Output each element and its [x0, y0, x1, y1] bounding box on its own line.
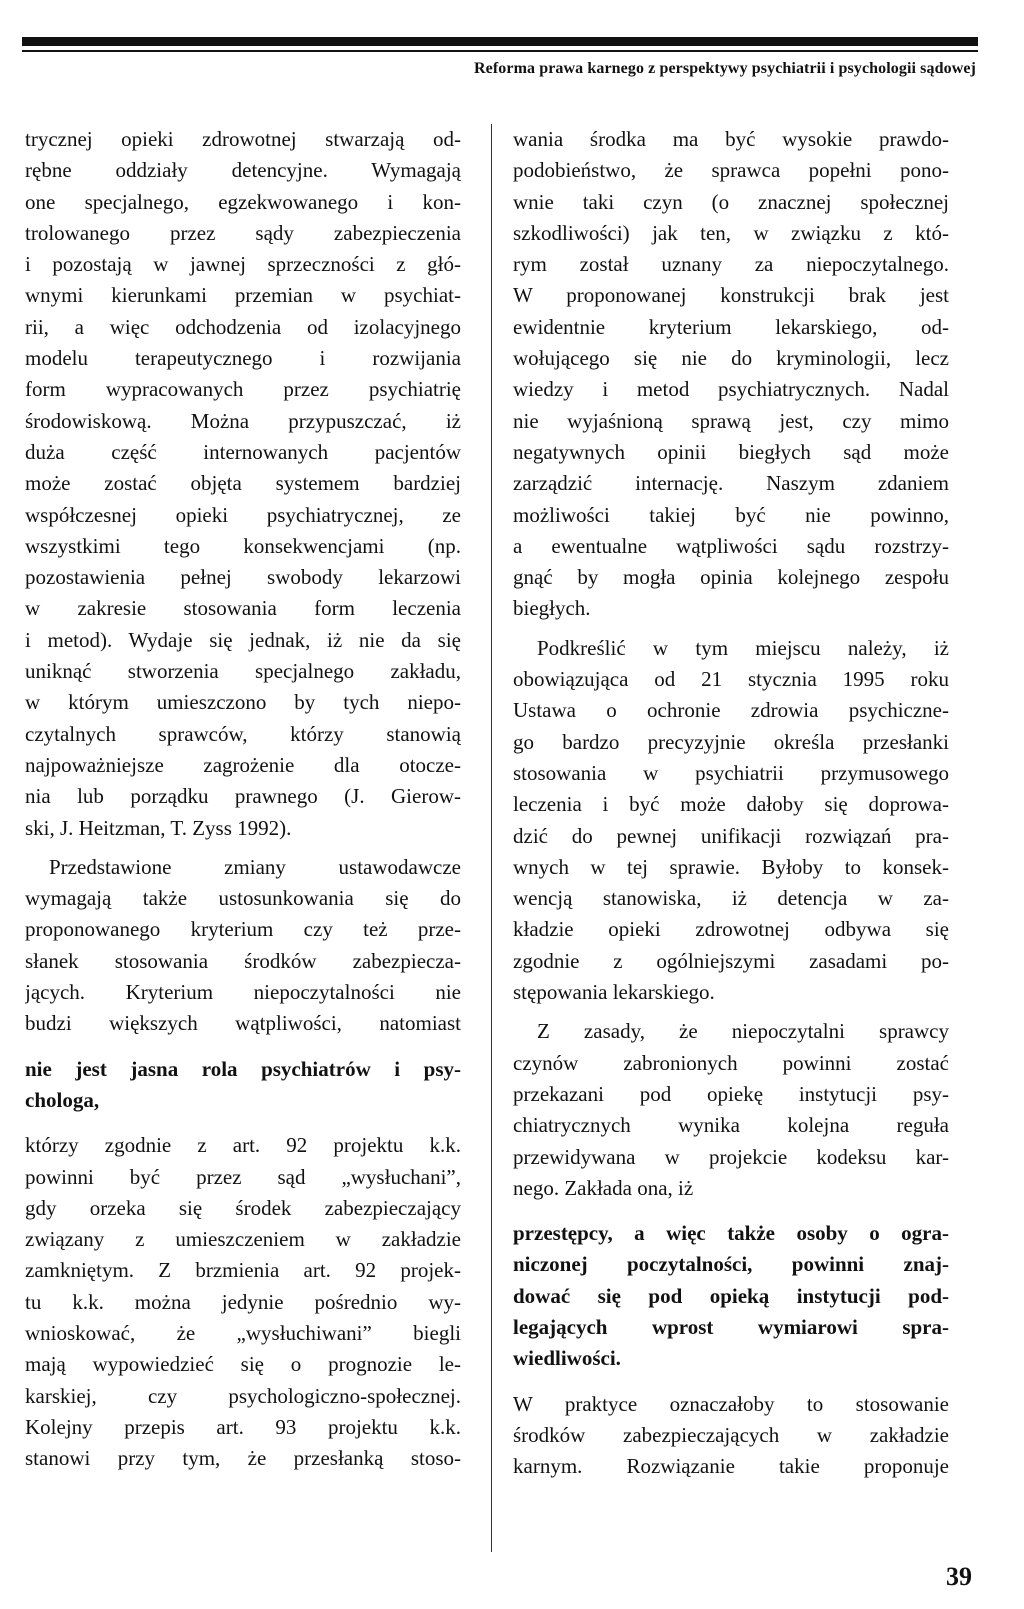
text-line: karnym. Rozwiązanie takie proponuje: [513, 1454, 949, 1479]
left-paragraph-2: [25, 852, 461, 1040]
text-line: rym został uznany za niepoczytalnego.: [513, 252, 949, 277]
text-line: stępowania lekarskiego.: [513, 980, 715, 1005]
column-divider: [491, 124, 492, 1552]
text-line: w zakresie stosowania form leczenia: [25, 596, 461, 621]
text-line: rębne oddziały detencyjne. Wymagają: [25, 158, 461, 183]
text-line: nia lub porządku prawnego (J. Gierow-: [25, 784, 461, 809]
text-line: W praktyce oznaczałoby to stosowanie: [513, 1391, 949, 1416]
text-line: zarządzić internację. Naszym zdaniem: [513, 471, 949, 496]
text-line: negatywnych opinii biegłych sąd może: [513, 439, 949, 464]
text-line: leczenia i być może dałoby się doprowa-: [513, 792, 949, 817]
text-line: obowiązująca od 21 stycznia 1995 roku: [513, 667, 949, 692]
text-line: przewidywana w projekcie kodeksu kar-: [513, 1144, 949, 1169]
text-line: wencją stanowiska, iż detencja w za-: [513, 886, 949, 911]
text-line: zamkniętym. Z brzmienia art. 92 projek-: [25, 1258, 461, 1283]
text-line: wnie taki czyn (o znacznej społecznej: [513, 189, 949, 214]
text-line: Kolejny przepis art. 93 projektu k.k.: [25, 1414, 461, 1439]
text-line: przestępcy, a więc także osoby o ogra-: [513, 1221, 949, 1246]
text-line: chologa,: [25, 1087, 100, 1112]
right-column: [513, 124, 949, 1482]
text-line: duża część internowanych pacjentów: [25, 439, 461, 464]
text-line: proponowanego kryterium czy też prze-: [25, 917, 461, 942]
text-line: Przedstawione zmiany ustawodawcze: [49, 854, 461, 879]
text-line: środowiskową. Można przypuszczać, iż: [25, 408, 461, 433]
text-line: możliwości takiej być nie powinno,: [513, 502, 949, 527]
text-line: rii, a więc odchodzenia od izolacyjnego: [25, 314, 461, 339]
text-line: jących. Kryterium niepoczytalności nie: [25, 980, 461, 1005]
text-line: trolowanego przez sądy zabezpieczenia: [25, 220, 461, 245]
text-line: gnąć by mogła opinia kolejnego zespołu: [513, 565, 949, 590]
text-line: przekazani pod opiekę instytucji psy-: [513, 1081, 949, 1106]
text-line: czynów zabronionych powinni zostać: [513, 1050, 949, 1075]
text-line: w którym umieszczono by tych niepo-: [25, 690, 461, 715]
text-line: wnymi kierunkami przemian w psychiat-: [25, 283, 461, 308]
text-line: środków zabezpieczających w zakładzie: [513, 1422, 949, 1447]
right-paragraph-2: [513, 633, 949, 1009]
text-line: ewidentnie kryterium lekarskiego, od-: [513, 314, 949, 339]
text-line: karskiej, czy psychologiczno-społecznej.: [25, 1383, 461, 1408]
text-line: Ustawa o ochronie zdrowia psychiczne-: [513, 698, 949, 723]
text-line: W proponowanej konstrukcji brak jest: [513, 283, 949, 308]
text-line: i metod). Wydaje się jednak, iż nie da się: [25, 627, 461, 652]
text-line: może zostać objęta systemem bardziej: [25, 471, 461, 496]
text-line: form wypracowanych przez psychiatrię: [25, 377, 461, 402]
text-line: nie wyjaśnioną sprawą jest, czy mimo: [513, 408, 949, 433]
text-line: mają wypowiedzieć się o prognozie le-: [25, 1352, 461, 1377]
header-rule-thick: [22, 37, 978, 46]
text-line: biegłych.: [513, 596, 591, 621]
left-paragraph-3: [25, 1130, 461, 1474]
text-line: i pozostają w jawnej sprzeczności z głó-: [25, 252, 461, 277]
right-paragraph-1: [513, 124, 949, 625]
text-line: budzi większych wątpliwości, natomiast: [25, 1011, 461, 1036]
text-line: szkodliwości) jak ten, w związku z któ-: [513, 220, 949, 245]
text-line: kładzie opieki zdrowotnej odbywa się: [513, 917, 949, 942]
text-line: Z zasady, że niepoczytalni sprawcy: [537, 1019, 949, 1044]
text-line: wymagają także ustosunkowania się do: [25, 886, 461, 911]
text-line: Podkreślić w tym miejscu należy, iż: [537, 635, 949, 660]
text-line: stosowania w psychiatrii przymusowego: [513, 760, 949, 785]
text-line: go bardzo precyzyjnie określa przesłanki: [513, 729, 949, 754]
page-number: 39: [946, 1562, 972, 1591]
text-line: gdy orzeka się środek zabezpieczający: [25, 1195, 461, 1220]
text-line: wiedzy i metod psychiatrycznych. Nadal: [513, 377, 949, 402]
text-line: one specjalnego, egzekwowanego i kon-: [25, 189, 461, 214]
text-line: nego. Zakłada ona, iż: [513, 1175, 694, 1200]
text-line: trycznej opieki zdrowotnej stwarzają od-: [25, 127, 461, 151]
text-line: wszystkimi tego konsekwencjami (np.: [25, 533, 461, 558]
text-line: dować się pod opieką instytucji pod-: [513, 1283, 949, 1308]
text-line: wnioskować, że „wysłuchiwani” biegli: [25, 1320, 461, 1345]
text-line: stanowi przy tym, że przesłanką stoso-: [25, 1446, 461, 1471]
text-line: wania środka ma być wysokie prawdo-: [513, 127, 949, 151]
text-line: podobieństwo, że sprawca popełni pono-: [513, 158, 949, 183]
left-column: [25, 124, 461, 1474]
left-paragraph-1: [25, 124, 461, 844]
text-line: niczonej poczytalności, powinni znaj-: [513, 1252, 949, 1277]
right-paragraph-3: [513, 1016, 949, 1204]
text-line: legających wprost wymiarowi spra-: [513, 1314, 949, 1339]
right-paragraph-4: [513, 1389, 949, 1483]
text-line: wołującego się nie do kryminologii, lecz: [513, 346, 949, 371]
text-line: powinni być przez sąd „wysłuchani”,: [25, 1164, 461, 1189]
text-line: ski, J. Heitzman, T. Zyss 1992).: [25, 815, 292, 840]
header-rule-thin: [22, 50, 978, 52]
right-bold-statement: [513, 1218, 949, 1374]
text-line: uniknąć stworzenia specjalnego zakładu,: [25, 659, 461, 684]
text-line: tu k.k. można jedynie pośrednio wy-: [25, 1289, 461, 1314]
text-line: chiatrycznych wynika kolejna reguła: [513, 1113, 949, 1138]
text-line: nie jest jasna rola psychiatrów i psy-: [25, 1056, 461, 1081]
running-head: Reforma prawa karnego z perspektywy psychiatrii i psychologii sądowej: [474, 60, 976, 77]
left-bold-statement: [25, 1054, 461, 1117]
text-line: zgodnie z ogólniejszymi zasadami po-: [513, 948, 949, 973]
text-line: związany z umieszczeniem w zakładzie: [25, 1227, 461, 1252]
text-line: modelu terapeutycznego i rozwijania: [25, 346, 461, 371]
text-line: wiedliwości.: [513, 1346, 621, 1371]
text-line: którzy zgodnie z art. 92 projektu k.k.: [25, 1133, 461, 1158]
text-line: słanek stosowania środków zabezpiecza-: [25, 948, 461, 973]
text-line: współczesnej opieki psychiatrycznej, ze: [25, 502, 461, 527]
text-line: najpoważniejsze zagrożenie dla otocze-: [25, 752, 461, 777]
text-line: dzić do pewnej unifikacji rozwiązań pra-: [513, 823, 949, 848]
text-line: pozostawienia pełnej swobody lekarzowi: [25, 565, 461, 590]
text-line: a ewentualne wątpliwości sądu rozstrzy-: [513, 533, 949, 558]
text-line: czytalnych sprawców, którzy stanowią: [25, 721, 461, 746]
text-line: wnych w tej sprawie. Byłoby to konsek-: [513, 854, 949, 879]
